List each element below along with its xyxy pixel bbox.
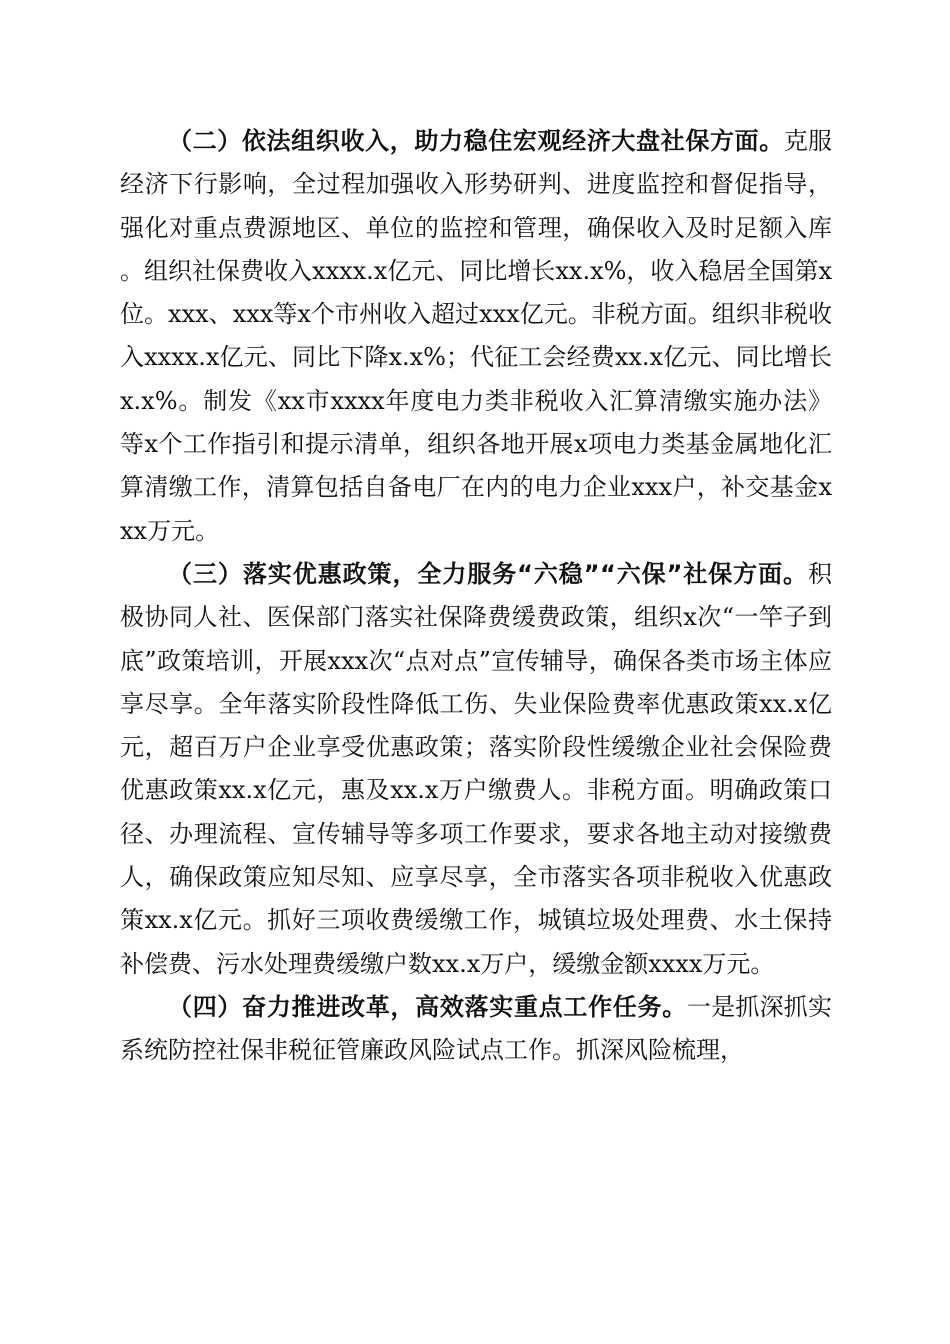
- document-body: [120, 120, 832, 1073]
- section-heading: （二）依法组织收入，助力稳住宏观经济大盘社保方面。: [168, 127, 784, 155]
- section-heading: （三）落实优惠政策，全力服务“六稳”“六保”社保方面。: [168, 559, 808, 588]
- paragraph-preferential-policies: [120, 553, 832, 986]
- paragraph-reform: [120, 986, 832, 1073]
- paragraph-text: 一是抓深抓实系统防控社保非税征管廉政风险试点工作。抓深风险梳理，: [120, 992, 833, 1065]
- paragraph-text: 克服经济下行影响，全过程加强收入形势研判、进度监控和督促指导，强化对重点费源地区、单位的监控和管理，确保收入及时足额入库。组织社保费收入xxxx.x亿元、同比增长xx.x%，收入稳居全国第x位。xxx、xxx等x个市州收入超过xxx亿元。非税方面。组织非税收入xxxx.x亿元、同比下降x.x%；代征工会经费xx.x亿元、同比增长x.x%。制发《xx市xxxx年度电力类非税收入汇算清缴实施办法》等x个工作指引和提示清单，组织各地开展x项电力类基金属地化汇算清缴工作，清算包括自备电厂在内的电力企业xxx户，补交基金xxx万元。: [120, 127, 833, 545]
- paragraph-text: 积极协同人社、医保部门落实社保降费缓费政策，组织x次“一竿子到底”政策培训，开展xxx次“点对点”宣传辅导，确保各类市场主体应享尽享。全年落实阶段性降低工伤、失业保险费率优惠政策xx.x亿元，超百万户企业享受优惠政策；落实阶段性缓缴企业社会保险费优惠政策xx.x亿元，惠及xx.x万户缴费人。非税方面。明确政策口径、办理流程、宣传辅导等多项工作要求，要求各地主动对接缴费人，确保政策应知尽知、应享尽享，全市落实各项非税收入优惠政策xx.x亿元。抓好三项收费缓缴工作，城镇垃圾处理费、水土保持补偿费、污水处理费缓缴户数xx.x万户，缓缴金额xxxx万元。: [120, 559, 832, 978]
- section-heading: （四）奋力推进改革，高效落实重点工作任务。: [168, 992, 687, 1021]
- paragraph-social-insurance-revenue: [120, 120, 832, 553]
